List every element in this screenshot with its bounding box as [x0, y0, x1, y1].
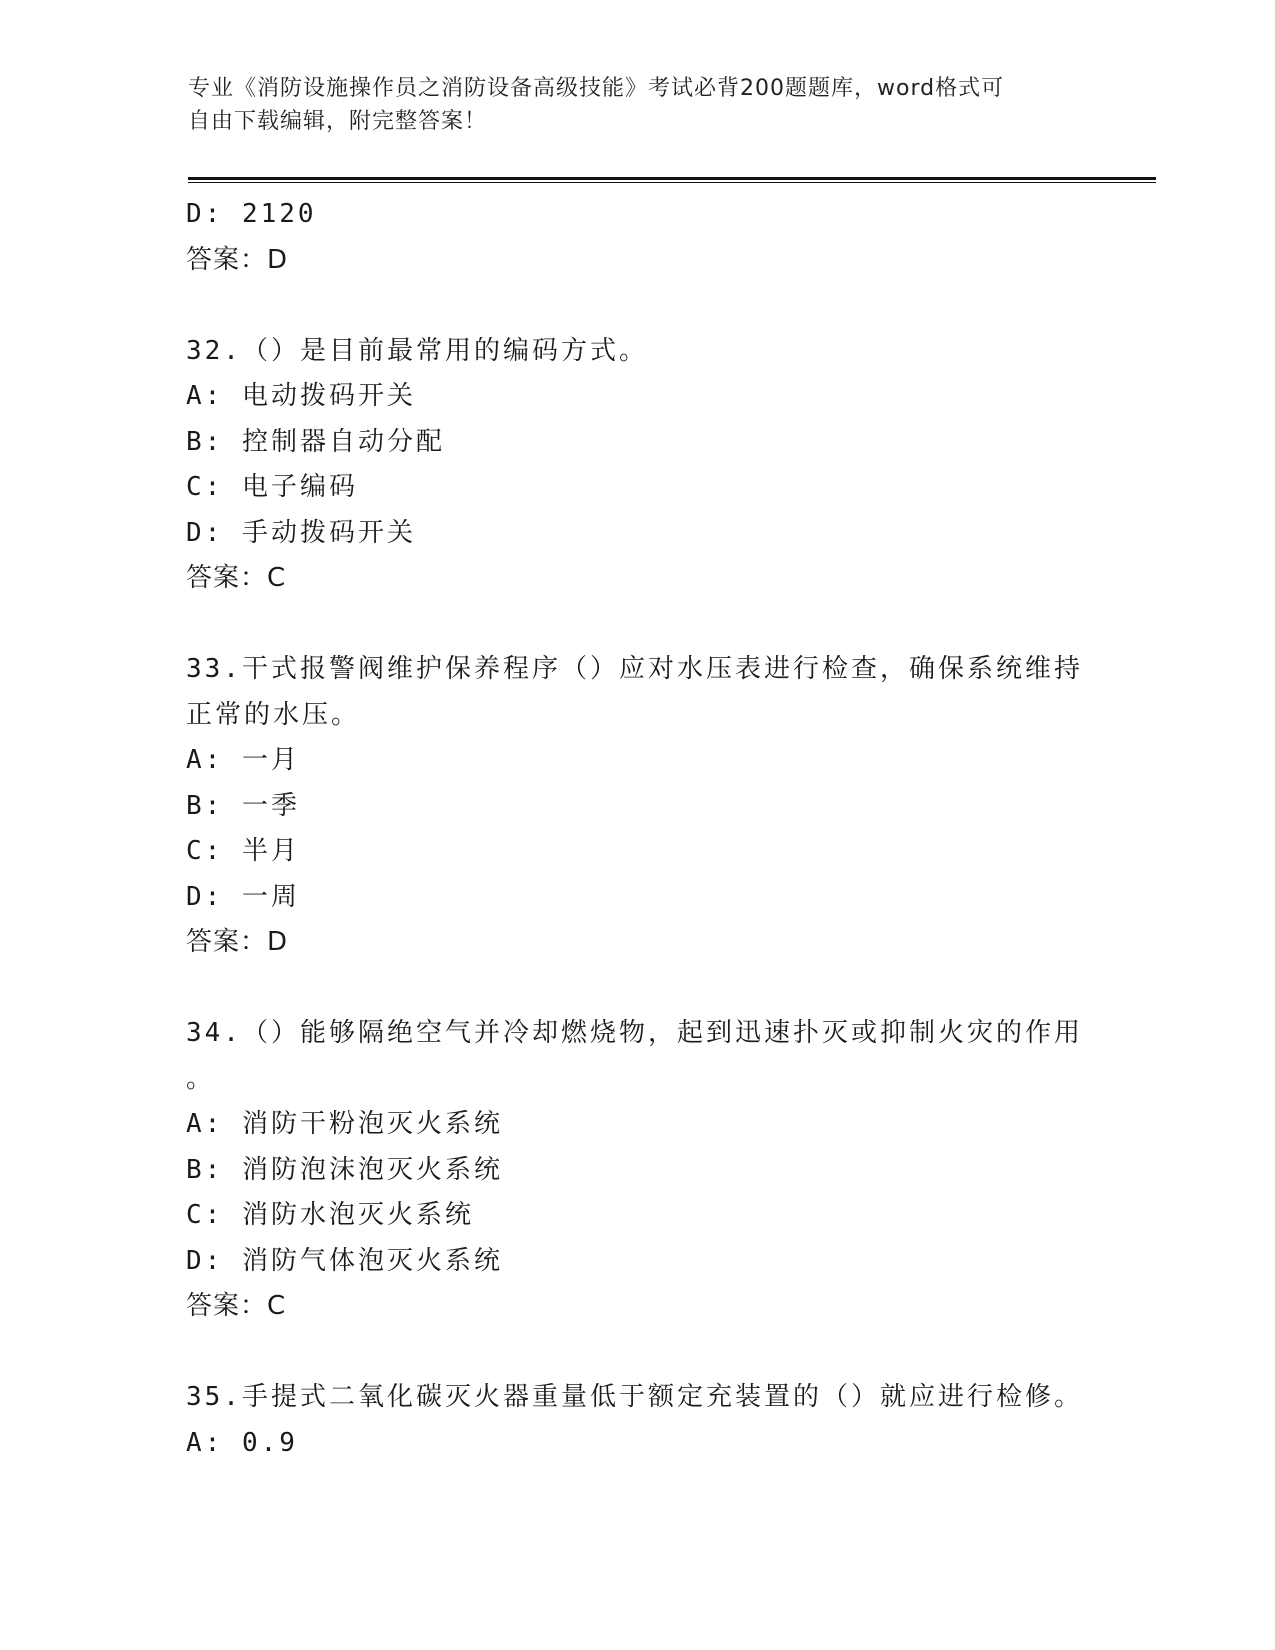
header-line-1: 专业《消防设施操作员之消防设备高级技能》考试必背200题题库，word格式可 [188, 76, 1005, 101]
option-c: C: 半月 [186, 836, 300, 866]
answer: 答案：D [186, 927, 289, 957]
question-stem-continued: 。 [186, 1063, 216, 1094]
answer: 答案：C [186, 563, 287, 593]
question-33 [186, 647, 1086, 966]
question-stem-continued: 正常的水压。 [186, 699, 361, 730]
option-b: B: 消防泡沫泡灭火系统 [186, 1154, 503, 1185]
spacer [186, 1330, 1086, 1376]
spacer [186, 283, 1086, 329]
carryover-answer: 答案：D [186, 244, 289, 275]
option-a: A: 消防干粉泡灭火系统 [186, 1109, 503, 1139]
header-divider-thin [188, 182, 1156, 183]
option-c: C: 消防水泡灭火系统 [186, 1200, 474, 1230]
option-b: B: 一季 [186, 790, 300, 821]
option-d: D: 消防气体泡灭火系统 [186, 1245, 503, 1276]
option-a: A: 一月 [186, 745, 300, 775]
spacer [186, 966, 1086, 1012]
question-32 [186, 329, 1086, 602]
header-divider-thick [188, 177, 1156, 180]
question-35 [186, 1375, 1086, 1466]
spacer [186, 602, 1086, 648]
question-list [186, 192, 1086, 1466]
question-stem: 34.（）能够隔绝空气并冷却燃烧物，起到迅速扑灭或抑制火灾的作用 [186, 1018, 1083, 1048]
question-34 [186, 1011, 1086, 1330]
option-d: D: 一周 [186, 881, 300, 912]
header-line-2: 自由下载编辑，附完整答案！ [188, 109, 488, 134]
carryover-option-d: D: 2120 [186, 199, 317, 229]
option-c: C: 电子编码 [186, 472, 358, 502]
option-a: A: 0.9 [186, 1427, 298, 1458]
question-stem: 32.（）是目前最常用的编码方式。 [186, 335, 648, 366]
option-d: D: 手动拨码开关 [186, 517, 416, 548]
option-b: B: 控制器自动分配 [186, 426, 445, 457]
question-stem: 35.手提式二氧化碳灭火器重量低于额定充装置的（）就应进行检修。 [186, 1382, 1083, 1412]
question-stem: 33.干式报警阀维护保养程序（）应对水压表进行检查，确保系统维持 [186, 654, 1083, 684]
answer: 答案：C [186, 1291, 287, 1321]
option-a: A: 电动拨码开关 [186, 381, 416, 411]
document-header [188, 72, 1068, 138]
